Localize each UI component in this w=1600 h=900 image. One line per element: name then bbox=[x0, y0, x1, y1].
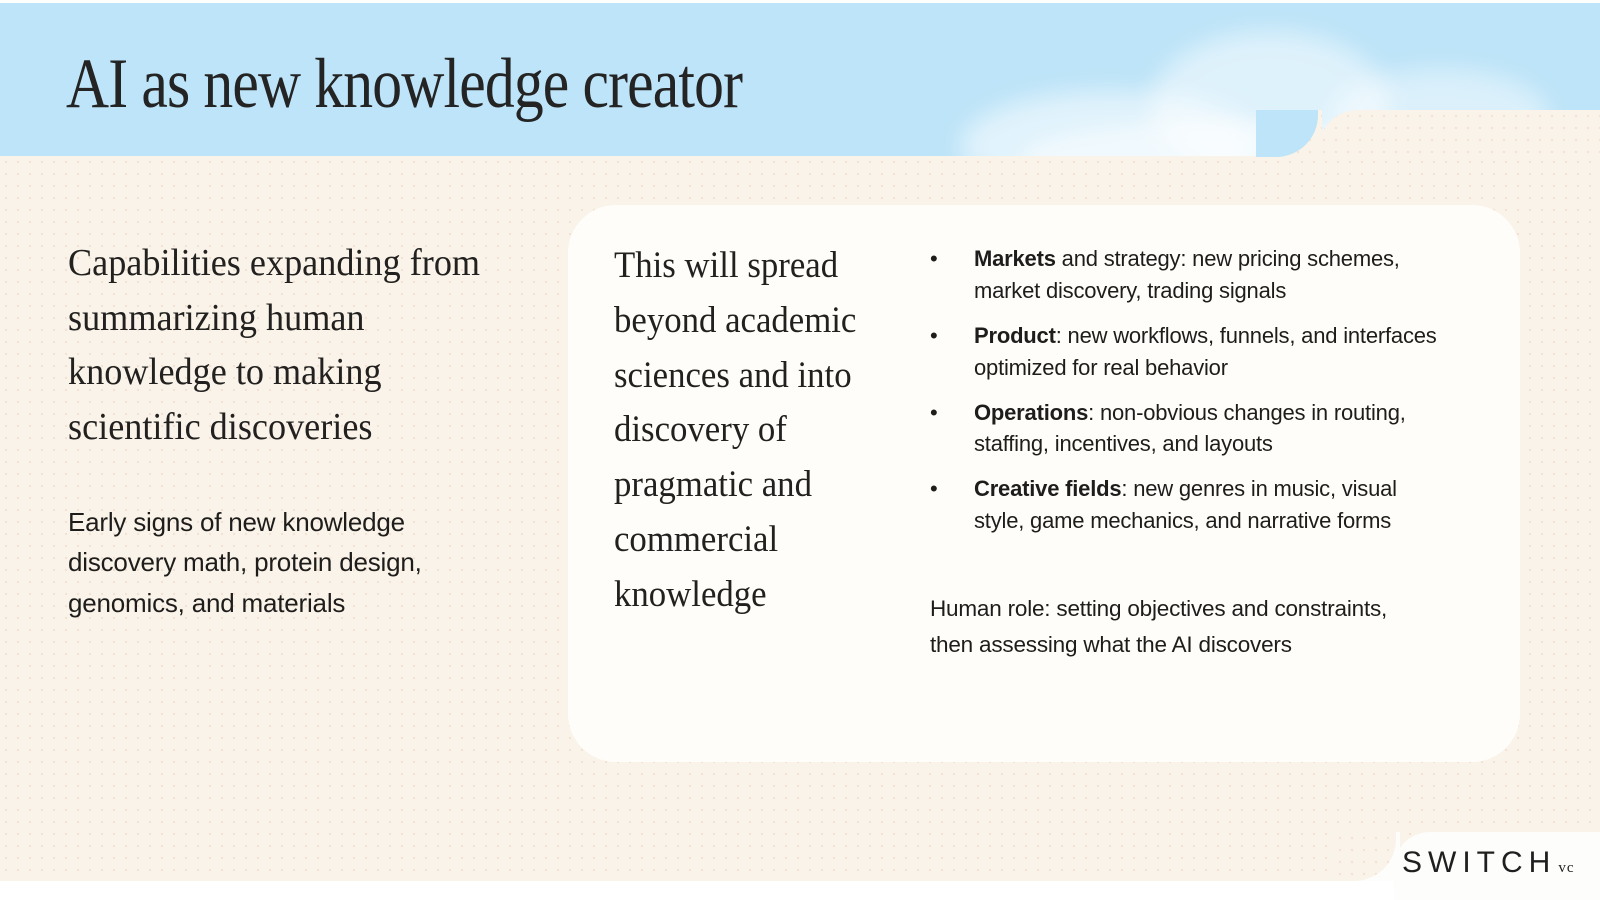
bullet-rest: and strategy: new pricing schemes, market discovery, trading signals bbox=[974, 246, 1400, 303]
bullet-text bbox=[974, 243, 1440, 307]
bottom-strip bbox=[0, 881, 1600, 900]
bullet-item bbox=[930, 473, 1440, 537]
bullet-item bbox=[930, 243, 1440, 307]
brand-name: SWITCH bbox=[1402, 846, 1557, 879]
bullet-item bbox=[930, 320, 1440, 384]
bullet-rest: : new genres in music, visual style, game mechanics, and narrative forms bbox=[974, 476, 1397, 534]
card-statement: This will spread beyond academic sciences and into discovery of pragmatic and commercial knowledge bbox=[614, 245, 857, 615]
bullet-rest: : new workflows, funnels, and interfaces optimized for real behavior bbox=[974, 322, 1437, 380]
brand-suffix: vc bbox=[1558, 860, 1575, 876]
bullet-marker: • bbox=[930, 246, 938, 271]
bullet-text bbox=[974, 473, 1440, 537]
content-card bbox=[568, 205, 1520, 762]
brand-logo bbox=[1402, 846, 1592, 880]
bullet-lead: Operations bbox=[974, 399, 1089, 425]
bullet-list bbox=[930, 243, 1440, 550]
bullet-lead: Markets bbox=[974, 246, 1056, 271]
bullet-item bbox=[930, 397, 1440, 461]
bullet-lead: Creative fields bbox=[974, 476, 1122, 502]
bullet-text bbox=[974, 320, 1440, 384]
bullet-marker: • bbox=[930, 399, 938, 425]
bullet-text bbox=[974, 397, 1440, 461]
bullet-marker: • bbox=[930, 476, 938, 502]
header-corner-tab bbox=[1318, 110, 1600, 157]
left-headline: Capabilities expanding from summarizing human knowledge to making scientific discoveries bbox=[68, 242, 481, 448]
bullet-marker: • bbox=[930, 322, 938, 348]
bullet-lead: Product bbox=[974, 322, 1056, 348]
human-role-text: Human role: setting objectives and constraints, then assessing what the AI discovers bbox=[930, 596, 1388, 657]
left-subtext: Early signs of new knowledge discovery math, protein design, genomics, and materials bbox=[68, 507, 422, 618]
bullet-rest: : non-obvious changes in routing, staffing, incentives, and layouts bbox=[974, 399, 1406, 457]
slide-title: AI as new knowledge creator bbox=[66, 45, 743, 123]
